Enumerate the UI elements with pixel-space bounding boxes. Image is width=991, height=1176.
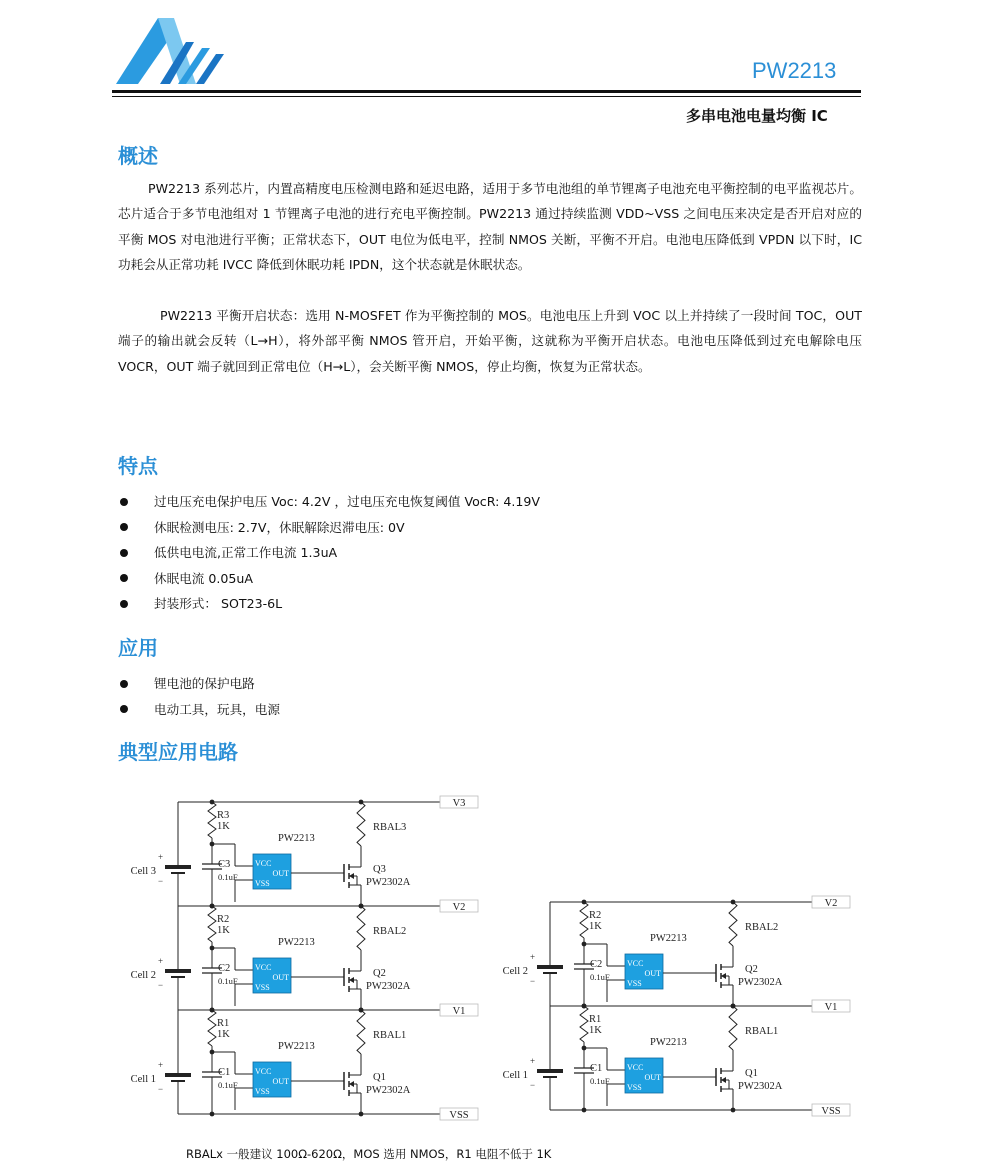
battery-minus: −: [158, 1084, 164, 1094]
rail-label: VSS: [449, 1110, 469, 1121]
mos-part: PW2302A: [366, 877, 411, 888]
pin-vcc: VCC: [255, 859, 272, 868]
battery-minus: −: [158, 980, 164, 990]
chip-name: PW2213: [278, 833, 315, 844]
feature-item: 休眠检测电压: 2.7V，休眠解除迟滞电压: 0V: [120, 515, 840, 541]
capacitor-value: 0.1uF: [590, 972, 610, 982]
capacitor-label: C3: [218, 859, 231, 870]
resistor-label: R2: [589, 910, 602, 921]
capacitor-label: C2: [218, 963, 231, 974]
pin-vss: VSS: [255, 879, 270, 888]
circuit-heading: 典型应用电路: [118, 740, 238, 764]
features-heading: 特点: [118, 454, 158, 478]
product-subtitle: 多串电池电量均衡 IC: [686, 107, 828, 125]
battery-negative-plate: [171, 976, 185, 978]
capacitor-value: 0.1uF: [218, 872, 238, 882]
header-rule-thin: [112, 96, 861, 97]
pin-vss: VSS: [627, 979, 642, 988]
battery-plus: +: [530, 1056, 536, 1066]
pin-vcc: VCC: [627, 1063, 644, 1072]
overview-paragraph-2: PW2213 平衡开启状态：选用 N-MOSFET 作为平衡控制的 MOS。电池电压上升到 VOC 以上并持续了一段时间 TOC，OUT 端子的输出就会反转（L→H），将外部平衡 NMOS 管开启，开始平衡，这就称为平衡开启状态。电池电压降低到过充电解除电压 VOCR，OUT 端子就回到正常电位（H→L），会关断平衡 NMOS，停止均衡，恢复为正常状态。: [118, 308, 862, 374]
company-logo: [116, 18, 224, 86]
feature-item: 封装形式： SOT23-6L: [120, 591, 840, 617]
resistor-value: 1K: [217, 925, 230, 936]
features-list: [120, 489, 840, 617]
cell-label: Cell 2: [130, 970, 156, 981]
pin-vcc: VCC: [255, 1067, 272, 1076]
resistor-rbal: [729, 1006, 737, 1050]
resistor-r: [580, 902, 588, 938]
resistor-r: [208, 802, 216, 838]
application-item: 锂电池的保护电路: [120, 671, 840, 697]
pin-out: OUT: [272, 1077, 289, 1086]
mos-label: Q1: [373, 1072, 386, 1083]
battery-minus: −: [530, 976, 536, 986]
battery-plus: +: [158, 1060, 164, 1070]
resistor-label: R3: [217, 810, 230, 821]
battery-plus: +: [158, 852, 164, 862]
capacitor-label: C1: [590, 1063, 603, 1074]
rail-label: V1: [452, 1006, 466, 1017]
pin-out: OUT: [644, 969, 661, 978]
rbal-label: RBAL1: [373, 1030, 407, 1041]
applications-list: [120, 671, 840, 722]
chip-name: PW2213: [278, 1041, 315, 1052]
feature-item: 休眠电流 0.05uA: [120, 566, 840, 592]
resistor-value: 1K: [217, 821, 230, 832]
resistor-rbal: [357, 906, 365, 950]
mos-part: PW2302A: [366, 1085, 411, 1096]
battery-plus: +: [158, 956, 164, 966]
resistor-label: R2: [217, 914, 230, 925]
capacitor-value: 0.1uF: [590, 1076, 610, 1086]
resistor-r: [580, 1006, 588, 1042]
rbal-label: RBAL2: [373, 926, 407, 937]
battery-positive-plate: [165, 969, 191, 973]
battery-positive-plate: [537, 965, 563, 969]
battery-negative-plate: [543, 1076, 557, 1078]
resistor-r: [208, 906, 216, 942]
pin-out: OUT: [272, 869, 289, 878]
mos-part: PW2302A: [366, 981, 411, 992]
capacitor-value: 0.1uF: [218, 1080, 238, 1090]
pin-vss: VSS: [255, 1087, 270, 1096]
rail-label: VSS: [821, 1106, 841, 1117]
chip-name: PW2213: [650, 1037, 687, 1048]
battery-minus: −: [530, 1080, 536, 1090]
mos-label: Q2: [745, 964, 758, 975]
resistor-value: 1K: [217, 1029, 230, 1040]
mos-label: Q3: [373, 864, 386, 875]
mos-part: PW2302A: [738, 1081, 783, 1092]
battery-negative-plate: [543, 972, 557, 974]
capacitor-label: C2: [590, 959, 603, 970]
battery-negative-plate: [171, 872, 185, 874]
battery-positive-plate: [165, 1073, 191, 1077]
battery-negative-plate: [171, 1080, 185, 1082]
resistor-value: 1K: [589, 921, 602, 932]
chip-name: PW2213: [278, 937, 315, 948]
capacitor-value: 0.1uF: [218, 976, 238, 986]
mos-label: Q2: [373, 968, 386, 979]
rbal-label: RBAL2: [745, 922, 779, 933]
battery-positive-plate: [537, 1069, 563, 1073]
overview-paragraph-1: PW2213 系列芯片，内置高精度电压检测电路和延迟电路，适用于多节电池组的单节锂离子电池充电平衡控制的电平监视芯片。芯片适合于多节电池组对 1 节锂离子电池的进行充电平衡控制。PW2213 通过持续监测 VDD~VSS 之间电压来决定是否开启对应的平衡 MOS 对电池进行平衡；正常状态下，OUT 电位为低电平，控制 NMOS 关断，平衡不开启。电池电压降低到 VPDN 以下时，IC 功耗会从正常功耗 IVCC 降低到休眠功耗 IPDN，这个状态就是休眠状态。: [118, 181, 862, 272]
rail-label: V2: [452, 902, 466, 913]
feature-item: 过电压充电保护电压 Voc: 4.2V ，过电压充电恢复阈值 VocR: 4.19V: [120, 489, 840, 515]
applications-heading: 应用: [118, 636, 158, 660]
mos-part: PW2302A: [738, 977, 783, 988]
cell-label: Cell 1: [130, 1074, 156, 1085]
resistor-rbal: [729, 902, 737, 946]
resistor-rbal: [357, 802, 365, 846]
junction-dot: [210, 1050, 215, 1055]
header-rule: [112, 90, 861, 93]
pin-out: OUT: [272, 973, 289, 982]
pin-vcc: VCC: [627, 959, 644, 968]
capacitor-label: C1: [218, 1067, 231, 1078]
junction-dot: [210, 946, 215, 951]
resistor-value: 1K: [589, 1025, 602, 1036]
pin-out: OUT: [644, 1073, 661, 1082]
rbal-label: RBAL3: [373, 822, 407, 833]
overview-heading: 概述: [118, 144, 158, 168]
cell-label: Cell 1: [502, 1070, 528, 1081]
circuit-caption: RBALx 一般建议 100Ω-620Ω，MOS 选用 NMOS，R1 电阻不低于 1K: [186, 1147, 552, 1161]
battery-positive-plate: [165, 865, 191, 869]
junction-dot: [210, 842, 215, 847]
cell-label: Cell 3: [130, 866, 156, 877]
battery-minus: −: [158, 876, 164, 886]
resistor-label: R1: [589, 1014, 602, 1025]
junction-dot: [582, 1046, 587, 1051]
resistor-label: R1: [217, 1018, 230, 1029]
rbal-label: RBAL1: [745, 1026, 779, 1037]
rail-label: V3: [452, 798, 466, 809]
typical-application-circuit: [0, 780, 991, 1130]
resistor-rbal: [357, 1010, 365, 1054]
rail-label: V2: [824, 898, 838, 909]
rail-label: V1: [824, 1002, 838, 1013]
chip-name: PW2213: [650, 933, 687, 944]
junction-dot: [582, 942, 587, 947]
pin-vcc: VCC: [255, 963, 272, 972]
cell-label: Cell 2: [502, 966, 528, 977]
battery-plus: +: [530, 952, 536, 962]
pin-vss: VSS: [627, 1083, 642, 1092]
pin-vss: VSS: [255, 983, 270, 992]
feature-item: 低供电电流,正常工作电流 1.3uA: [120, 540, 840, 566]
mos-label: Q1: [745, 1068, 758, 1079]
product-model: PW2213: [752, 58, 837, 83]
resistor-r: [208, 1010, 216, 1046]
application-item: 电动工具，玩具，电源: [120, 697, 840, 723]
